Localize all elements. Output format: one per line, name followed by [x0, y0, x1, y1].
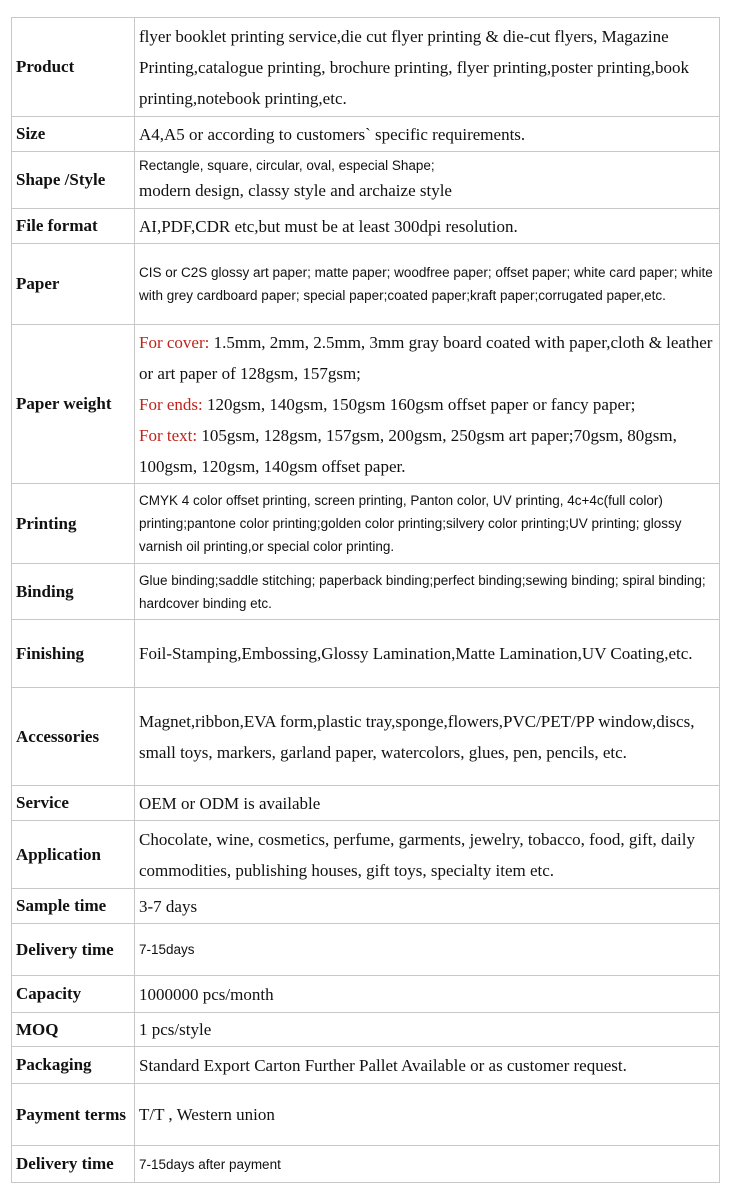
text-prefix: For text: [139, 425, 198, 445]
table-row [12, 1013, 720, 1047]
row-label-shape: Shape /Style [12, 152, 135, 209]
shape-line-1: Rectangle, square, circular, oval, especial Shape; [139, 158, 435, 173]
row-value-moq: 1 pcs/style [135, 1013, 720, 1047]
row-label-binding: Binding [12, 564, 135, 620]
table-row [12, 564, 720, 620]
row-label-finishing: Finishing [12, 620, 135, 688]
shape-line-2: modern design, classy style and archaize style [139, 181, 452, 200]
row-label-sample-time: Sample time [12, 889, 135, 924]
paper-weight-text [139, 420, 715, 482]
row-label-file-format: File format [12, 209, 135, 244]
row-label-application: Application [12, 821, 135, 889]
row-value-paper: CIS or C2S glossy art paper; matte paper; woodfree paper; offset paper; white card paper; white with grey cardboard paper; special paper;coated paper;kraft paper;corrugated paper,etc. [135, 244, 720, 325]
row-value-accessories: Magnet,ribbon,EVA form,plastic tray,sponge,flowers,PVC/PET/PP window,discs, small toys, markers, garland paper, watercolors, glues, pen, pencils, etc. [135, 688, 720, 786]
text-text: 105gsm, 128gsm, 157gsm, 200gsm, 250gsm art paper;70gsm, 80gsm, 100gsm, 120gsm, 140gsm offset paper. [139, 425, 677, 476]
row-value-printing: CMYK 4 color offset printing, screen printing, Panton color, UV printing, 4c+4c(full color) printing;pantone color printing;golden color printing;silvery color printing;UV printing; glossy varnish oil printing,or special color printing. [135, 484, 720, 564]
cover-text: 1.5mm, 2mm, 2.5mm, 3mm gray board coated with paper,cloth & leather or art paper of 128gsm, 157gsm; [139, 332, 713, 383]
ends-text: 120gsm, 140gsm, 150gsm 160gsm offset paper or fancy paper; [202, 394, 636, 414]
row-label-printing: Printing [12, 484, 135, 564]
row-value-shape [135, 152, 720, 209]
row-label-accessories: Accessories [12, 688, 135, 786]
row-value-delivery-time: 7-15days [135, 924, 720, 976]
row-value-service: OEM or ODM is available [135, 786, 720, 821]
row-label-size: Size [12, 117, 135, 152]
cover-prefix: For cover: [139, 332, 210, 352]
row-label-delivery-time: Delivery time [12, 924, 135, 976]
row-label-paper: Paper [12, 244, 135, 325]
table-row [12, 484, 720, 564]
row-value-size: A4,A5 or according to customers` specific requirements. [135, 117, 720, 152]
table-row [12, 1146, 720, 1183]
row-label-payment-terms: Payment terms [12, 1084, 135, 1146]
row-label-moq: MOQ [12, 1013, 135, 1047]
paper-weight-ends [139, 389, 715, 420]
table-row [12, 688, 720, 786]
table-row [12, 1084, 720, 1146]
row-value-payment-terms: T/T , Western union [135, 1084, 720, 1146]
table-row [12, 786, 720, 821]
table-row [12, 244, 720, 325]
row-value-delivery-time-2: 7-15days after payment [135, 1146, 720, 1183]
row-value-application: Chocolate, wine, cosmetics, perfume, garments, jewelry, tobacco, food, gift, daily commodities, publishing houses, gift toys, specialty item etc. [135, 821, 720, 889]
row-label-paper-weight: Paper weight [12, 325, 135, 484]
row-value-finishing: Foil-Stamping,Embossing,Glossy Lamination,Matte Lamination,UV Coating,etc. [135, 620, 720, 688]
row-label-delivery-time-2: Delivery time [12, 1146, 135, 1183]
row-label-packaging: Packaging [12, 1047, 135, 1084]
row-value-paper-weight [135, 325, 720, 484]
row-value-product: flyer booklet printing service,die cut flyer printing & die-cut flyers, Magazine Printing,catalogue printing, brochure printing, flyer printing,poster printing,book printing,notebook printing,etc. [135, 18, 720, 117]
table-row [12, 209, 720, 244]
row-value-packaging: Standard Export Carton Further Pallet Available or as customer request. [135, 1047, 720, 1084]
product-spec-table [11, 17, 720, 1183]
table-row [12, 18, 720, 117]
table-row [12, 620, 720, 688]
table-row [12, 976, 720, 1013]
row-value-sample-time: 3-7 days [135, 889, 720, 924]
table-row [12, 889, 720, 924]
row-label-product: Product [12, 18, 135, 117]
table-row [12, 325, 720, 484]
table-row [12, 1047, 720, 1084]
table-row [12, 821, 720, 889]
ends-prefix: For ends: [139, 394, 203, 414]
row-value-capacity: 1000000 pcs/month [135, 976, 720, 1013]
row-label-capacity: Capacity [12, 976, 135, 1013]
table-row [12, 152, 720, 209]
paper-weight-cover [139, 327, 715, 389]
table-row [12, 117, 720, 152]
row-label-service: Service [12, 786, 135, 821]
row-value-file-format: AI,PDF,CDR etc,but must be at least 300dpi resolution. [135, 209, 720, 244]
row-value-binding: Glue binding;saddle stitching; paperback binding;perfect binding;sewing binding; spiral binding; hardcover binding etc. [135, 564, 720, 620]
table-row [12, 924, 720, 976]
